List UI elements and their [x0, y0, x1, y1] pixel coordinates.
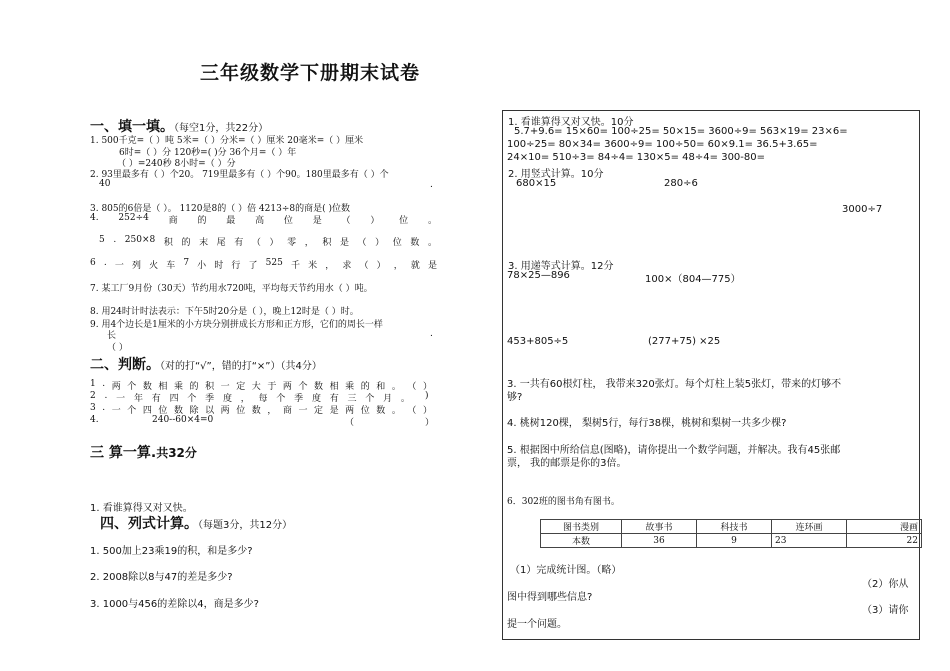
q4-part: 商 — [168, 216, 178, 226]
q7: 7. 某工厂9月份（30天）节约用水720吨，平均每天节约用水（ ）吨。 — [90, 284, 373, 294]
judge-q4-paren-left: （ — [345, 418, 355, 428]
judge-q2-part: 。 — [400, 394, 410, 404]
r3-heading: 3. 用递等式计算。12分 — [508, 261, 614, 272]
judge-q3-part: 位 — [158, 406, 168, 416]
calc-q1: 1. 500加上23乘19的积，和是多少? — [90, 546, 253, 557]
s2b: 图中得到哪些信息? — [507, 592, 593, 603]
judge-q1-part: （ — [407, 382, 417, 392]
judge-q1-part: 数 — [142, 382, 152, 392]
q6 — [90, 258, 437, 271]
judge-q1-part: 乘 — [173, 382, 183, 392]
q4 — [90, 213, 437, 226]
judge-q1-part: 于 — [267, 382, 277, 392]
judge-q1-part: 和 — [376, 382, 386, 392]
s3a: （3）请你 — [862, 605, 909, 616]
q5-part: ， — [304, 238, 314, 248]
q1-line1: 1. 500千克=（ ）吨 5米=（ ）分米=（ ）厘米 20毫米=（ ）厘米 — [90, 136, 364, 146]
judge-q2-part: 季 — [294, 394, 304, 404]
r3-b: 100×（804—775） — [645, 274, 741, 285]
w6: 6．302班的图书角有图书。 — [507, 497, 620, 507]
q4-part: 的 — [197, 216, 207, 226]
table-row — [541, 534, 922, 548]
calc-q2: 2. 2008除以8与47的差是多少? — [90, 572, 233, 583]
q4-part: 252÷4 — [118, 213, 149, 223]
judge-q1-part: 1 — [90, 379, 96, 389]
judge-q1-part: 的 — [360, 382, 370, 392]
q5-part: 位 — [392, 238, 402, 248]
judge-q3-part: 定 — [314, 406, 324, 416]
q5-part: 末 — [199, 238, 209, 248]
q6-part: 一 — [114, 261, 124, 271]
q6-part: 小 — [197, 261, 207, 271]
r1-heading: 1. 看谁算得又对又快。10分 — [508, 117, 634, 128]
judge-q2-part: 三 — [347, 394, 357, 404]
q8: 8. 用24时计时法表示：下午5时20分是（ ），晚上12时是（ ）时。 — [90, 307, 359, 317]
r3-a: 78×25—896 — [507, 270, 570, 281]
q5-part: 零 — [287, 238, 297, 248]
q4-part: 最 — [226, 216, 236, 226]
q5-part: ） — [269, 238, 279, 248]
q9-line3: （ ） — [107, 343, 128, 353]
judge-q1-part: 相 — [158, 382, 168, 392]
q1-line3: （ ）=240秒 8小时=（ ）分 — [117, 159, 236, 169]
table-header-cell: 科技书 — [697, 520, 772, 534]
q4-part: 位 — [283, 216, 293, 226]
judge-q2-part: 一 — [116, 394, 126, 404]
table-row — [541, 520, 922, 534]
judge-q3-part: 数 — [173, 406, 183, 416]
q6-part: 了 — [248, 261, 258, 271]
judge-q3-part: 商 — [282, 406, 292, 416]
r2-a: 680×15 — [516, 178, 557, 189]
judge-q1-part: 两 — [282, 382, 292, 392]
q6-part: ， — [325, 261, 335, 271]
q9-line1: 9. 用4个边长是1厘米的小方块分别拼成长方形和正方形，它们的周长一样 — [90, 320, 383, 330]
q6-part: 525 — [265, 258, 283, 268]
q6-part: 列 — [131, 261, 141, 271]
judge-q2-part: . — [104, 391, 108, 401]
q4-part: （ — [341, 216, 351, 226]
section4-title: 四、列式计算。 — [100, 516, 198, 532]
w3-line2: 够? — [507, 392, 523, 403]
judge-q3-part: 位 — [360, 406, 370, 416]
w4: 4. 桃树120棵， 梨树5行，每行38棵，桃树和梨树一共多少棵? — [507, 418, 787, 429]
table-header-cell: 连环画 — [772, 520, 847, 534]
q6-part: 就 — [410, 261, 420, 271]
judge-q2-part: 月 — [383, 394, 393, 404]
judge-q1-part: . — [102, 379, 106, 389]
judge-q3-part: 一 — [298, 406, 308, 416]
calc-q3: 3. 1000与456的差除以4，商是多少? — [90, 599, 259, 610]
q9-dot: . — [430, 329, 433, 339]
judge-q2-part: 度 — [311, 394, 321, 404]
section4-heading — [100, 513, 292, 533]
judge-q1-part: 的 — [189, 382, 199, 392]
judge-q2-part: 有 — [151, 394, 161, 404]
section1-note: （每空1分，共22分） — [174, 123, 269, 134]
judge-q1-part: 两 — [111, 382, 121, 392]
q6-part: ） — [376, 261, 386, 271]
q5-part: ） — [375, 238, 385, 248]
q4-part: ） — [370, 216, 380, 226]
q6-part: 行 — [231, 261, 241, 271]
q1-line2: 6时=（ ）分 120秒=( )分 36个月=（ ）年 — [119, 148, 297, 158]
judge-q1-part: 数 — [314, 382, 324, 392]
judge-q3 — [90, 403, 432, 416]
judge-q3-part: 四 — [142, 406, 152, 416]
w5-line2: 票， 我的邮票是你的3倍。 — [507, 458, 627, 469]
q5-part: 积 — [322, 238, 332, 248]
judge-q1-part: 个 — [127, 382, 137, 392]
q6-part: 米 — [308, 261, 318, 271]
judge-q1-part: 大 — [251, 382, 261, 392]
section4-note: （每题3分，共12分） — [198, 520, 293, 531]
judge-q4-number: 4. — [90, 415, 99, 425]
r1-row3: 24×10= 510÷3= 84÷4= 130×5= 48÷4= 300-80= — [507, 152, 766, 163]
judge-q3-part: （ — [407, 406, 417, 416]
q6-part: 7 — [183, 258, 190, 268]
judge-q3-part: 位 — [236, 406, 246, 416]
judge-q3-part: 数 — [376, 406, 386, 416]
judge-q1-part: 定 — [236, 382, 246, 392]
q5-part: 尾 — [216, 238, 226, 248]
q4-part: 是 — [312, 216, 322, 226]
judge-q3-part: 一 — [111, 406, 121, 416]
judge-q2-part: 年 — [133, 394, 143, 404]
q4-part: 。 — [427, 216, 437, 226]
q5-part: 。 — [427, 238, 437, 248]
judge-q3-part: 个 — [127, 406, 137, 416]
judge-q2-part: 四 — [169, 394, 179, 404]
section3-note: 共32分 — [156, 446, 197, 460]
q5-part: 5 — [99, 235, 105, 245]
q4-part: 位 — [399, 216, 409, 226]
q5 — [99, 235, 437, 248]
q5-part: 有 — [234, 238, 244, 248]
r1-row1: 5.7+9.6= 15×60= 100÷25= 50×15= 3600÷9= 563×19= 23×6= — [514, 126, 848, 137]
judge-q2-part: 个 — [276, 394, 286, 404]
judge-q3-part: 两 — [220, 406, 230, 416]
q6-part: 求 — [342, 261, 352, 271]
judge-q1-part: 。 — [391, 382, 401, 392]
judge-q1-part: 一 — [220, 382, 230, 392]
section2-note: （对的打“√”，错的打“×”）（共4分） — [160, 361, 322, 372]
q2-dot: . — [430, 180, 433, 190]
judge-q1-part: 相 — [329, 382, 339, 392]
section1-title: 一、填一填。 — [90, 119, 174, 135]
q5-part: 积 — [163, 238, 173, 248]
judge-q3-part: 除 — [189, 406, 199, 416]
table-row-label: 本数 — [541, 534, 622, 548]
judge-q2-part: 个 — [365, 394, 375, 404]
judge-q2-part: 2 — [90, 391, 96, 401]
s1: （1）完成统计图。（略） — [510, 565, 622, 576]
section3-title: 三 算一算. — [90, 445, 157, 461]
q2-line1: 2. 93里最多有（ ）个20。 719里最多有（ ）个90。180里最多有（ ）个 — [90, 170, 389, 180]
page-title: 三年级数学下册期末试卷 — [199, 62, 420, 84]
judge-q2-part: 每 — [258, 394, 268, 404]
judge-q1-part: 乘 — [345, 382, 355, 392]
section3-heading — [90, 442, 197, 462]
r3-c: 453+805÷5 — [507, 336, 569, 347]
w5-line1: 5. 根据图中所给信息(图略)，请你提出一个数学问题，并解决。我有45张邮 — [507, 445, 841, 456]
q5-part: （ — [251, 238, 261, 248]
q6-part: 车 — [166, 261, 176, 271]
judge-q4-expr: 240--60×4=0 — [152, 415, 214, 425]
judge-q2-part: ， — [240, 394, 250, 404]
q6-part: 火 — [149, 261, 159, 271]
q6-part: ， — [393, 261, 403, 271]
q6-part: . — [103, 258, 107, 268]
q6-part: （ — [359, 261, 369, 271]
q2-line2: 40 — [99, 179, 111, 189]
judge-q3-part: 3 — [90, 403, 96, 413]
judge-q3-part: 是 — [329, 406, 339, 416]
r3-d: (277+75) ×25 — [648, 336, 721, 347]
book-table — [540, 519, 922, 548]
r1-row2: 100÷25= 80×34= 3600÷9= 100÷50= 60×9.1= 36.5+3.65= — [507, 139, 818, 150]
q6-part: 千 — [290, 261, 300, 271]
judge-q3-part: 两 — [345, 406, 355, 416]
q5-part: （ — [357, 238, 367, 248]
q9-line2: 长 — [107, 331, 117, 341]
q6-part: 时 — [214, 261, 224, 271]
s3b: 提一个问题。 — [507, 619, 567, 630]
judge-q1-part: 积 — [205, 382, 215, 392]
judge-q3-part: 。 — [391, 406, 401, 416]
r2-c: 3000÷7 — [842, 204, 883, 215]
judge-q2-part: 个 — [187, 394, 197, 404]
table-cell: 36 — [622, 534, 697, 548]
judge-q2-part: 有 — [329, 394, 339, 404]
r2-b: 280÷6 — [664, 178, 698, 189]
q5-part: 数 — [410, 238, 420, 248]
judge-q4-paren-right: ） — [425, 418, 435, 428]
q5-part: . — [113, 235, 117, 245]
judge-q2-part: 度 — [222, 394, 232, 404]
judge-q2-part: 季 — [205, 394, 215, 404]
table-header-cell: 漫画 — [847, 520, 922, 534]
judge-q3-part: 以 — [205, 406, 215, 416]
judge-q3-part: 数 — [251, 406, 261, 416]
q5-part: 是 — [339, 238, 349, 248]
q4-part: 4. — [90, 213, 99, 223]
table-header-cell: 故事书 — [622, 520, 697, 534]
w3-line1: 3. 一共有60根灯柱， 我带来320张灯。每个灯柱上装5张灯，带来的灯够不 — [507, 379, 842, 390]
section3-item1: 1. 看谁算得又对又快。 — [90, 503, 193, 514]
judge-q3-part: ） — [422, 406, 432, 416]
section2-title: 二、判断。 — [90, 357, 160, 373]
table-header-cell: 图书类别 — [541, 520, 622, 534]
table-cell: 23 — [772, 534, 847, 548]
s2a: （2）你从 — [862, 579, 909, 590]
judge-q1-part: 个 — [298, 382, 308, 392]
q6-part: 是 — [427, 261, 437, 271]
judge-q1-part: ） — [422, 382, 432, 392]
table-cell: 9 — [697, 534, 772, 548]
table-cell: 22 — [847, 534, 922, 548]
q6-part: 6 — [90, 258, 96, 268]
q5-part: 250×8 — [124, 235, 156, 245]
judge-q3-part: . — [102, 403, 106, 413]
q5-part: 的 — [181, 238, 191, 248]
judge-q3-part: ， — [267, 406, 277, 416]
section2-heading — [90, 354, 322, 374]
q4-part: 高 — [255, 216, 265, 226]
q3: 3. 805的6倍是（ ）。 1120是8的（ ）倍 4213÷8的商是( )位数 — [90, 204, 350, 214]
judge-q2-paren: ) — [425, 391, 429, 401]
r2-heading: 2. 用竖式计算。10分 — [508, 169, 604, 180]
